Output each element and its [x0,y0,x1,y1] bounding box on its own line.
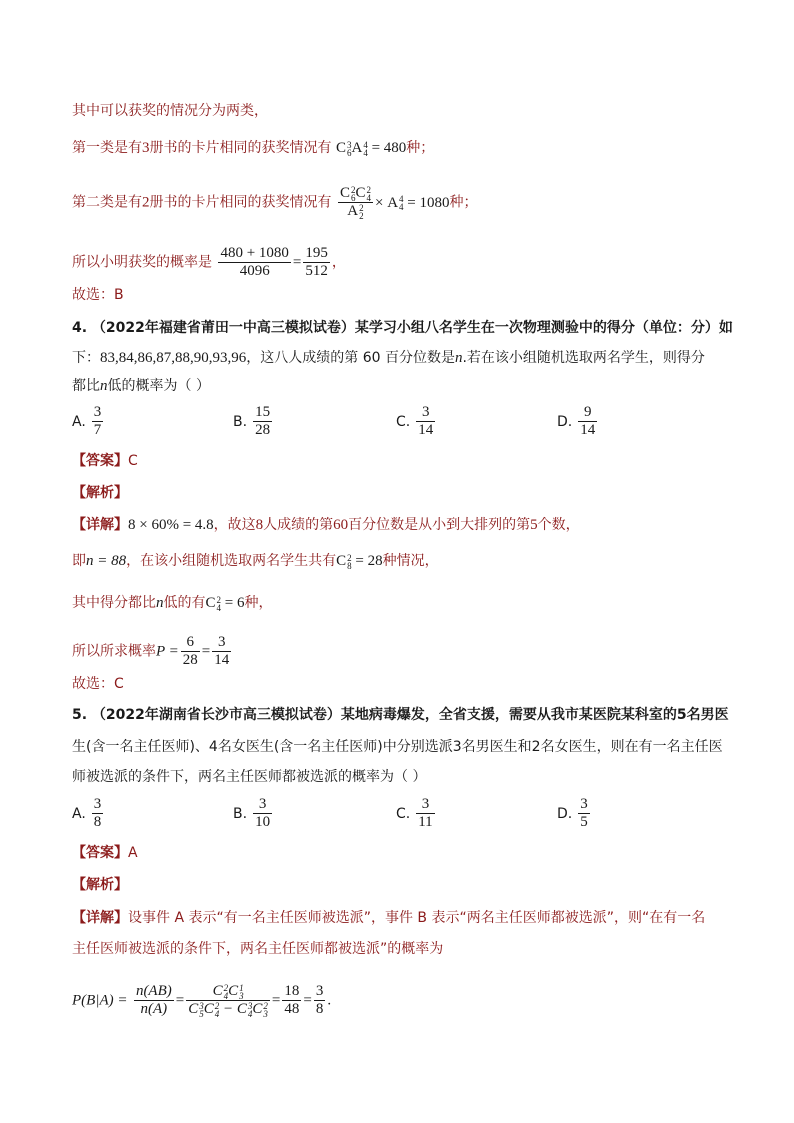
option-d[interactable]: D. $\frac{9}{14}$ [557,404,596,438]
option-c[interactable]: C. $\frac{3}{11}$ [396,796,433,830]
question-stem: 4. （2022年福建省莆田一中高三模拟试卷）某学习小组八名学生在一次物理测验中的得分（单位：分）如 [72,320,733,336]
detail-line: 即n = 88，在该小组随机选取两名学生共有C 2 8 = 28种情况， [72,552,439,571]
combination-expression: C 3 6 A 4 4 = 480 [335,139,407,158]
question-stem: 5. （2022年湖南省长沙市高三模拟试卷）某地病毒爆发，全省支援，需要从我市某医院某科室的5名男医 [72,707,729,723]
analysis-heading: 【解析】 [72,485,128,501]
question-stem: 生(含一名主任医师)、4名女医生(含一名主任医师)中分别选派3名男医生和2名女医生，则在有一名主任医 [72,739,723,755]
formula-line: P(B|A) = $\frac{n(AB)}{n(A)}$ = C 2 4 C 1 3 C 3 5 C 2 4 − C 3 4 C 2 3 = $\frac{18}{48}$ = $\frac{3}{8}$ . [72,982,332,1019]
fraction: C 2 6 C 2 4 A 2 2 [339,184,371,221]
analysis-heading: 【解析】 [72,877,128,893]
text-line: 第一类是有3册书的卡片相同的获奖情况有 C 3 6 A 4 4 = 480种； [72,139,435,158]
option-c[interactable]: C. $\frac{3}{14}$ [396,404,434,438]
question-stem: 都比n低的概率为（ ） [72,378,210,394]
option-d[interactable]: D. $\frac{3}{5}$ [557,796,588,830]
answer-line: 【答案】C [72,453,138,469]
answer-choice: 故选：B [72,287,124,303]
text-line: 第二类是有2册书的卡片相同的获奖情况有 C 2 6 C 2 4 A 2 2 × A 4 4 = 1080种； [72,184,478,221]
solution-text: 其中可以获奖的情况分为两类， [72,103,268,119]
detail-line: 主任医师被选派的条件下，两名主任医师都被选派”的概率为 [72,941,444,957]
option-b[interactable]: B. $\frac{3}{10}$ [233,796,271,830]
answer-line: 【答案】A [72,845,138,861]
text-line [72,284,734,306]
question-stem: 师被选派的条件下，两名主任医师都被选派的概率为（ ） [72,769,427,785]
option-a[interactable]: A. $\frac{3}{8}$ [72,796,102,830]
detail-line: 所以所求概率P = $\frac{6}{28}$ = $\frac{3}{14}$ [72,634,230,668]
detail-line: 【详解】8 × 60% = 4.8，故这8人成绩的第60百分位数是从小到大排列的第5个数， [72,517,580,533]
detail-line: 【详解】设事件 A 表示“有一名主任医师被选派”，事件 B 表示“两名主任医师都被选派”，则“在有一名 [72,910,706,926]
option-b[interactable]: B. $\frac{15}{28}$ [233,404,271,438]
option-a[interactable]: A. $\frac{3}{7}$ [72,404,102,438]
fraction: $\frac{195}{512}$ [305,245,328,279]
detail-line: 其中得分都比n低的有C 2 4 = 6种， [72,594,273,613]
fraction: C 2 4 C 1 3 C 3 5 C 2 4 − C 3 4 C 2 3 [188,982,268,1019]
answer-line: 故选：C [72,676,124,692]
fraction: $\frac{480 + 1080}{4096}$ [220,245,289,279]
text-line: 所以小明获奖的概率是 $\frac{480 + 1080}{4096}$ = $\frac{195}{512}$ ， [72,245,346,279]
text-line [72,100,734,122]
question-stem: 下：83,84,86,87,88,90,93,96，这八人成绩的第 60 百分位数是n.若在该小组随机选取两名学生，则得分 [72,350,705,366]
